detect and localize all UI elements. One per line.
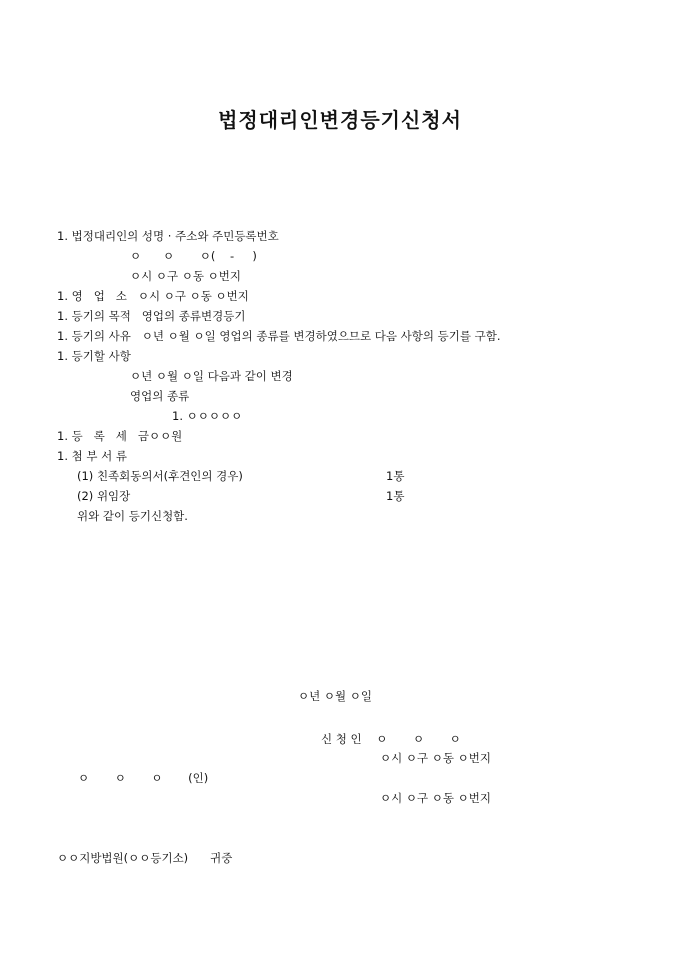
attachment-item-count: 1통 bbox=[386, 469, 405, 483]
section-registration-items-heading: 1. 등기할 사항 bbox=[57, 349, 131, 363]
attachment-item-label: (2) 위임장 bbox=[77, 489, 131, 503]
applicant-line: 신 청 인 ㅇ ㅇ ㅇ bbox=[321, 732, 461, 746]
representative-seal-line: ㅇ ㅇ ㅇ (인) bbox=[78, 771, 209, 785]
section-registration-purpose: 1. 등기의 목적 영업의 종류변경등기 bbox=[57, 309, 246, 323]
representative-address: ㅇ시 ㅇ구 ㅇ동 ㅇ번지 bbox=[380, 791, 491, 805]
registration-item-business-type: 영업의 종류 bbox=[130, 389, 190, 403]
section-registration-tax: 1. 등 록 세 금ㅇㅇ원 bbox=[57, 429, 183, 443]
section-attachments-heading: 1. 첨 부 서 류 bbox=[57, 449, 128, 463]
filing-date: ㅇ년 ㅇ월 ㅇ일 bbox=[298, 689, 372, 703]
section-registration-reason: 1. 등기의 사유 ㅇ년 ㅇ월 ㅇ일 영업의 종류를 변경하였으므로 다음 사항의 등기를 구함. bbox=[57, 329, 501, 343]
applicant-address: ㅇ시 ㅇ구 ㅇ동 ㅇ번지 bbox=[380, 751, 491, 765]
attachment-item-label: (1) 친족회동의서(후견인의 경우) bbox=[77, 469, 243, 483]
document-title: 법정대리인변경등기신청서 bbox=[218, 108, 462, 132]
recipient-court: ㅇㅇ지방법원(ㅇㅇ등기소) 귀중 bbox=[57, 851, 233, 865]
section-business-office: 1. 영 업 소 ㅇ시 ㅇ구 ㅇ동 ㅇ번지 bbox=[57, 289, 249, 303]
closing-statement: 위와 같이 등기신청함. bbox=[77, 509, 188, 523]
attachment-item-count: 1통 bbox=[386, 489, 405, 503]
representative-address-row: ㅇ시 ㅇ구 ㅇ동 ㅇ번지 bbox=[130, 269, 241, 283]
section-legal-representative-heading: 1. 법정대리인의 성명 · 주소와 주민등록번호 bbox=[57, 229, 279, 243]
registration-item-detail: 1. ㅇㅇㅇㅇㅇ bbox=[172, 409, 243, 423]
registration-item-date: ㅇ년 ㅇ월 ㅇ일 다음과 같이 변경 bbox=[130, 369, 293, 383]
representative-name-row: ㅇ ㅇ ㅇ( - ) bbox=[130, 249, 257, 263]
